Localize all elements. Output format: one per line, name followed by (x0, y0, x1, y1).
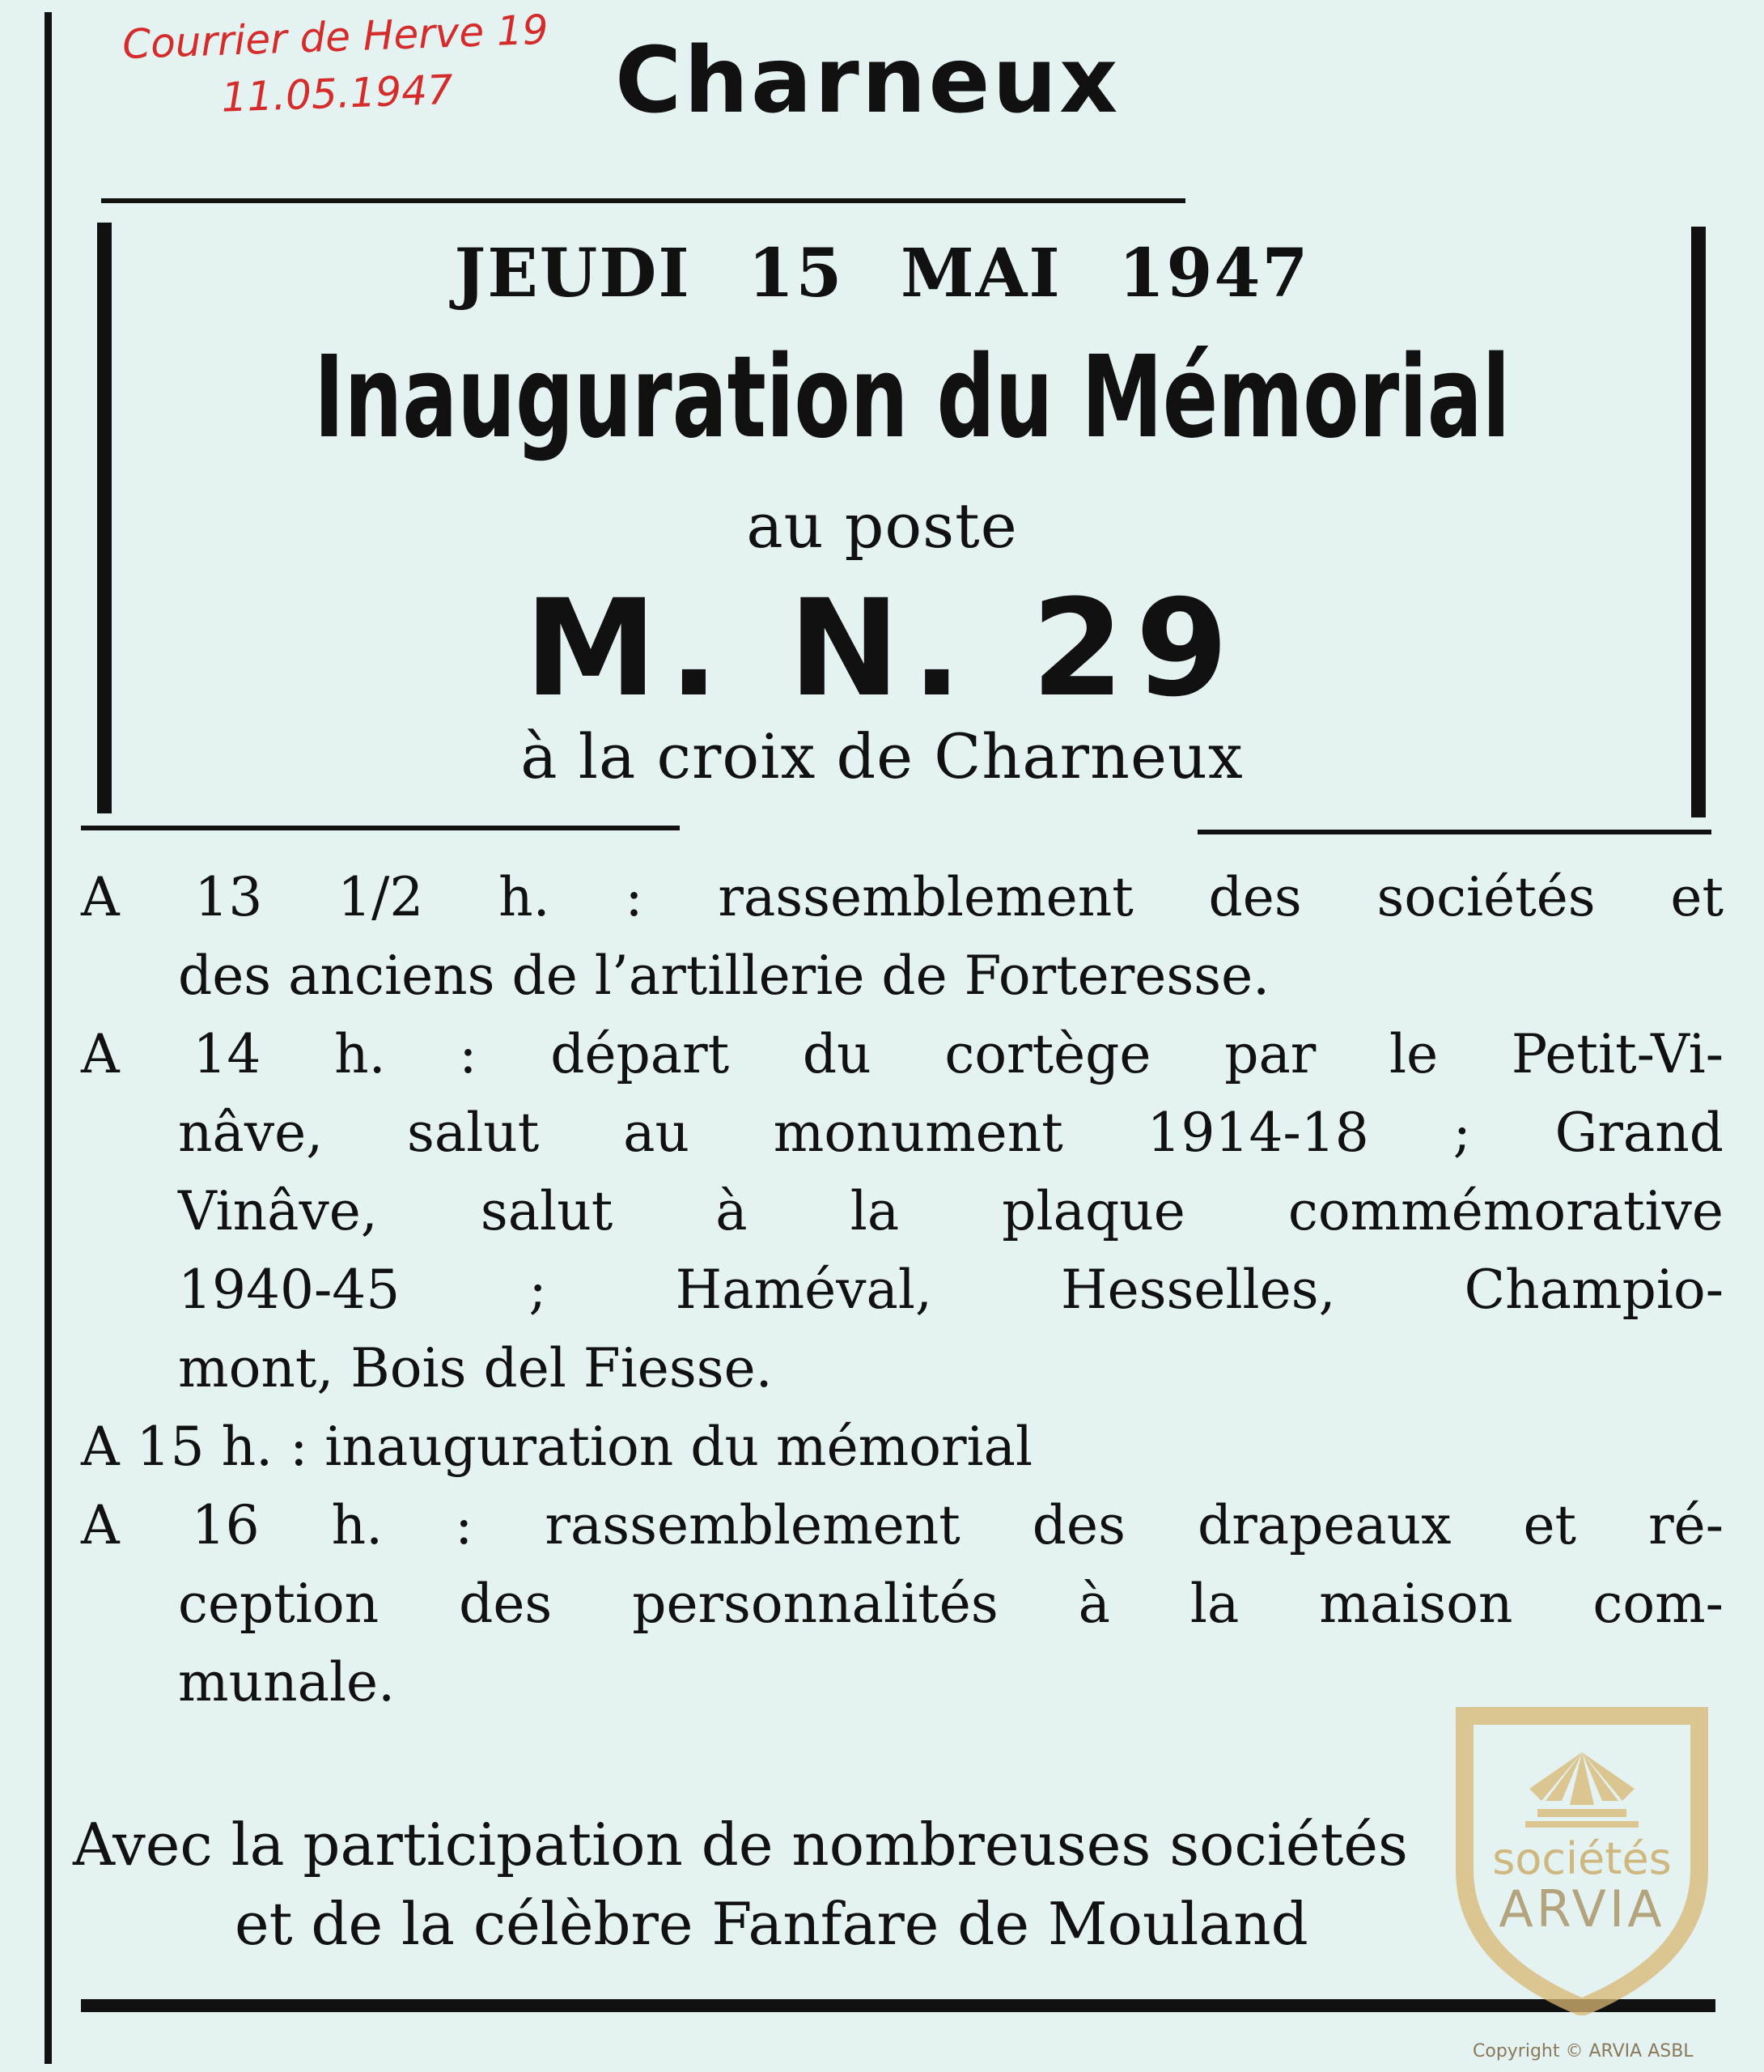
box-right-border (1691, 227, 1706, 817)
closing-line: et de la célèbre Fanfare de Mouland (235, 1890, 1308, 1958)
schedule-item (81, 858, 1724, 1015)
schedule-list (81, 858, 1724, 1722)
box-bottom-rule-left (81, 826, 680, 830)
schedule-item (81, 1408, 1724, 1486)
annotation-date: 11.05.1947 (220, 66, 454, 121)
schedule-line: Vinâve, salut à la plaque commémorative (178, 1180, 1724, 1242)
schedule-line: A 13 1/2 h. : rassemblement des sociétés et (81, 866, 1724, 928)
schedule-line: A 14 h. : départ du cortège par le Petit-Vi- (81, 1023, 1724, 1085)
watermark-logo-text: ARVIA (1499, 1879, 1665, 1938)
schedule-line: A 16 h. : rassemblement des drapeaux et ré- (81, 1494, 1724, 1556)
schedule-line: nâve, salut au monument 1914-18 ; Grand (178, 1102, 1724, 1164)
left-margin-rule (45, 12, 52, 2064)
event-location: à la croix de Charneux (520, 720, 1244, 792)
schedule-item (81, 1015, 1724, 1408)
schedule-line: des anciens de l’artillerie de Forteresse. (178, 945, 1270, 1007)
schedule-item (81, 1486, 1724, 1722)
schedule-line: munale. (178, 1651, 396, 1713)
event-post-code: M. N. 29 (524, 571, 1240, 726)
schedule-line: mont, Bois del Fiesse. (178, 1337, 773, 1399)
schedule-line: A 15 h. : inauguration du mémorial (81, 1416, 1033, 1478)
arvia-watermark-logo (1448, 1692, 1715, 2015)
event-subline: au poste (746, 490, 1018, 562)
schedule-line: 1940-45 ; Haméval, Hesselles, Champio- (178, 1259, 1724, 1321)
box-bottom-rule-right (1198, 830, 1711, 834)
annotation-source: Courrier de Herve 19 (121, 6, 549, 68)
page-title: Charneux (615, 28, 1121, 134)
event-date: JEUDI 15 MAI 1947 (454, 235, 1310, 312)
handwritten-annotation (121, 0, 642, 130)
schedule-line: ception des personnalités à la maison com- (178, 1573, 1724, 1635)
shield-icon (1448, 1692, 1715, 2015)
copyright-notice: Copyright © ARVIA ASBL (1473, 2041, 1694, 2061)
closing-line: Avec la participation de nombreuses sociétés (73, 1811, 1408, 1879)
event-headline: Inauguration du Mémorial (314, 332, 1511, 464)
watermark-top-text: sociétés (1492, 1833, 1672, 1884)
top-rule (101, 198, 1185, 203)
